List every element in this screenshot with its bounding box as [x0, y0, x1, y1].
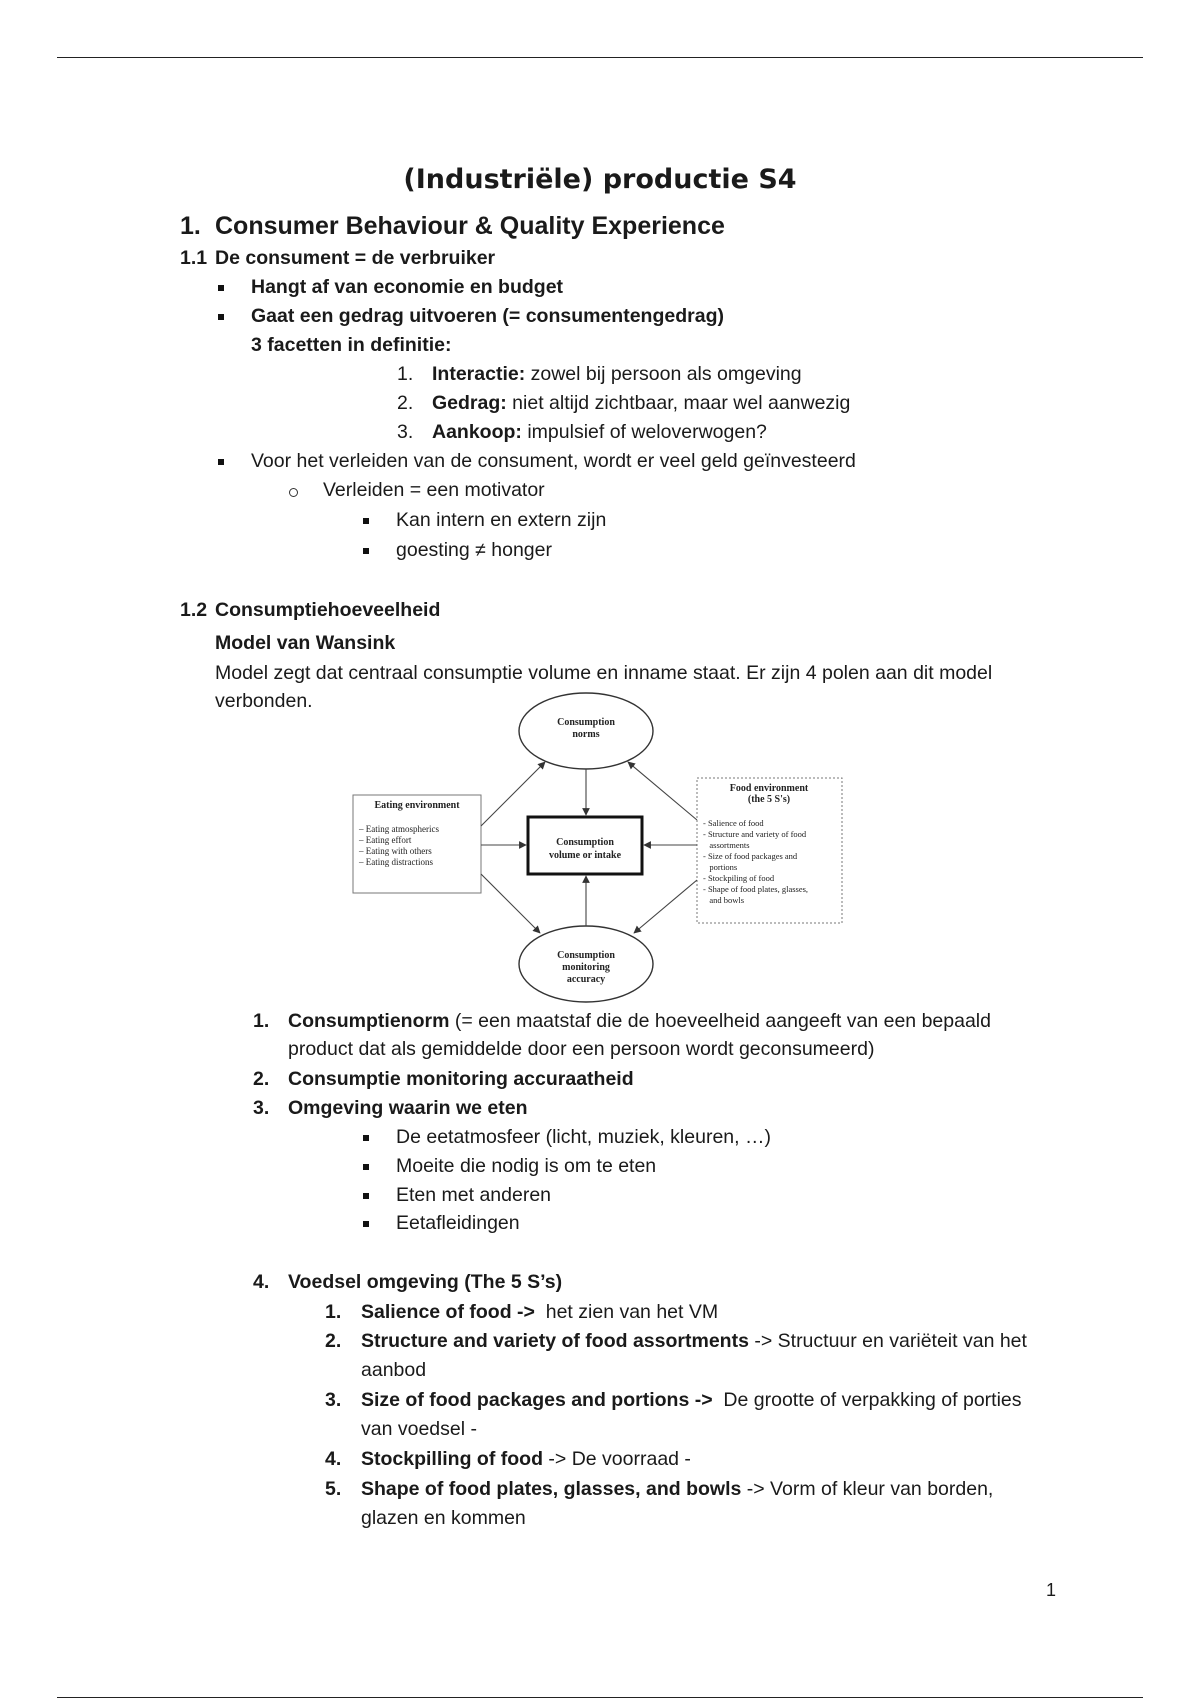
subsection-heading: De consument = de verbruiker — [215, 247, 496, 269]
food-environment-item: and bowls — [703, 895, 745, 905]
bullet-square-icon — [363, 1193, 369, 1199]
model-heading: Model van Wansink — [215, 632, 396, 654]
sub-bullet-text: Eten met anderen — [396, 1184, 552, 1206]
bullet-square-icon — [363, 1135, 369, 1141]
five-s-continuation: aanbod — [361, 1359, 427, 1381]
sub-sub-bullet-text: Kan intern en extern zijn — [396, 509, 607, 531]
facet-number: 3. — [397, 421, 414, 443]
norms-label: norms — [572, 729, 600, 740]
five-s-item: Salience of food -> het zien van het VM — [361, 1301, 719, 1323]
five-s-item: Stockpilling of food -> De voorraad - — [361, 1448, 691, 1470]
five-s-item: Structure and variety of food assortments -> Structuur en variëteit van het — [361, 1330, 1027, 1352]
list-item: Consumptie monitoring accuraatheid — [288, 1068, 634, 1090]
paragraph-line: verbonden. — [215, 690, 313, 712]
food-environment-item: - Size of food packages and — [703, 851, 798, 861]
subsection-number: 1.1 — [180, 247, 208, 269]
list-item-continuation: product dat als gemiddelde door een persoon wordt geconsumeerd) — [288, 1038, 875, 1060]
norms-label: Consumption — [557, 717, 615, 728]
section-number: 1. — [180, 212, 201, 240]
food-environment-item: - Shape of food plates, glasses, — [703, 884, 809, 894]
bullet-square-icon — [363, 1221, 369, 1227]
food-environment-item: - Salience of food — [703, 818, 764, 828]
eating-environment-item: – Eating atmospherics — [359, 824, 439, 834]
list-item: Consumptienorm (= een maatstaf die de hoeveelheid aangeeft van een bepaald — [288, 1010, 991, 1032]
facets-heading: 3 facetten in definitie: — [251, 334, 452, 356]
bullet-text: Voor het verleiden van de consument, wordt er veel geld geïnvesteerd — [251, 450, 856, 472]
bullet-text: Gaat een gedrag uitvoeren (= consumentengedrag) — [251, 305, 724, 327]
five-s-number: 2. — [325, 1330, 342, 1352]
sub-bullet-text: Eetafleidingen — [396, 1212, 520, 1234]
paragraph-line: Model zegt dat centraal consumptie volume en inname staat. Er zijn 4 polen aan dit model — [215, 662, 993, 684]
food-environment-item: - Stockpiling of food — [703, 873, 775, 883]
food-environment-item: assortments — [703, 840, 750, 850]
monitoring-label: monitoring — [562, 962, 610, 973]
food-environment-item: portions — [703, 862, 738, 872]
list-number: 1. — [253, 1010, 270, 1032]
list-item: Voedsel omgeving (The 5 S’s) — [288, 1271, 563, 1293]
monitoring-label: accuracy — [566, 974, 606, 985]
list-number: 3. — [253, 1097, 270, 1119]
facet-number: 2. — [397, 392, 414, 414]
food-environment-title: (the 5 S's) — [747, 794, 791, 805]
facet-item: Gedrag: niet altijd zichtbaar, maar wel aanwezig — [432, 392, 851, 414]
facet-item: Interactie: zowel bij persoon als omgeving — [432, 363, 802, 385]
sub-bullet-text: Moeite die nodig is om te eten — [396, 1155, 657, 1177]
subsection-heading: Consumptiehoeveelheid — [215, 599, 441, 621]
page-number: 1 — [1046, 1580, 1057, 1600]
subsection-number: 1.2 — [180, 599, 208, 621]
five-s-number: 1. — [325, 1301, 342, 1323]
five-s-continuation: glazen en kommen — [361, 1507, 526, 1529]
sub-bullet-text: Verleiden = een motivator — [323, 479, 545, 501]
eating-environment-item: – Eating distractions — [359, 857, 433, 867]
eating-environment-item: – Eating effort — [359, 835, 412, 845]
five-s-number: 5. — [325, 1478, 342, 1500]
list-number: 4. — [253, 1271, 270, 1293]
bullet-text: Hangt af van economie en budget — [251, 276, 564, 298]
five-s-continuation: van voedsel - — [361, 1418, 477, 1440]
five-s-number: 4. — [325, 1448, 342, 1470]
list-item: Omgeving waarin we eten — [288, 1097, 528, 1119]
arrow-eating-to-monitoring — [481, 874, 540, 933]
arrow-food-to-monitoring — [634, 880, 697, 933]
list-number: 2. — [253, 1068, 270, 1090]
bullet-square-icon — [363, 1164, 369, 1170]
eating-environment-title: Eating environment — [374, 800, 460, 811]
facet-item: Aankoop: impulsief of weloverwogen? — [432, 421, 767, 443]
food-environment-item: - Structure and variety of food — [703, 829, 807, 839]
page-title: (Industriële) productie S4 — [403, 164, 797, 195]
five-s-number: 3. — [325, 1389, 342, 1411]
facet-number: 1. — [397, 363, 414, 385]
sub-sub-bullet-text: goesting ≠ honger — [396, 539, 552, 561]
monitoring-label: Consumption — [557, 950, 615, 961]
arrow-food-to-norms — [628, 762, 697, 820]
eating-environment-item: – Eating with others — [359, 846, 432, 856]
five-s-item: Size of food packages and portions -> De grootte of verpakking of porties — [361, 1389, 1022, 1411]
section-heading: Consumer Behaviour & Quality Experience — [215, 212, 725, 240]
bottom-rule — [57, 1697, 1143, 1698]
center-label: volume or intake — [548, 850, 622, 861]
center-label: Consumption — [556, 837, 614, 848]
food-environment-title: Food environment — [729, 783, 809, 794]
sub-bullet-text: De eetatmosfeer (licht, muziek, kleuren, …) — [396, 1126, 771, 1148]
five-s-item: Shape of food plates, glasses, and bowls -> Vorm of kleur van borden, — [361, 1478, 994, 1500]
